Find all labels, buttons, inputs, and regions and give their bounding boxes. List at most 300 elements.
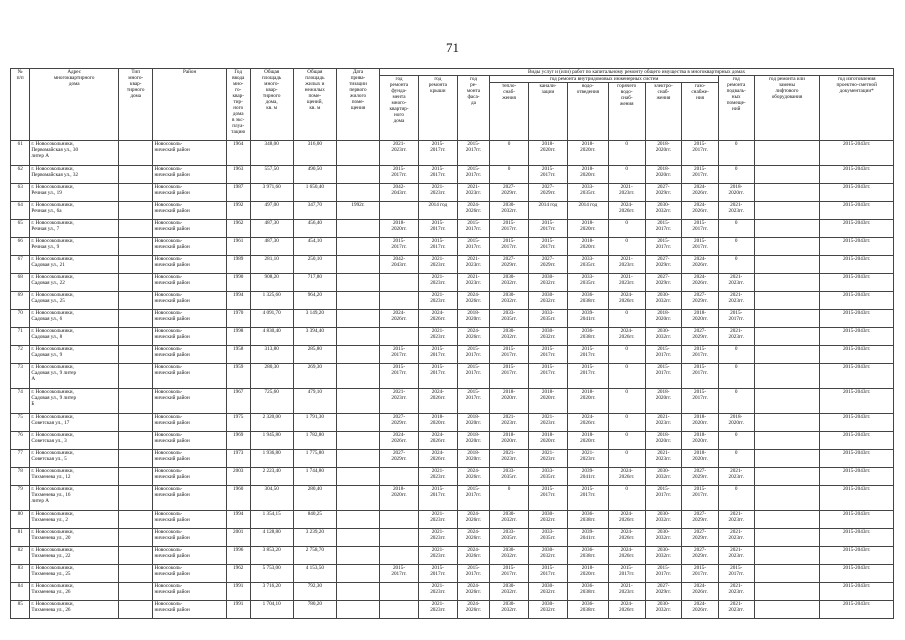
cell-work-year: 2018- 2020гг. xyxy=(567,389,608,414)
cell-address: г. Новосокольники, Советская ул., 17 xyxy=(30,414,119,432)
cell-area-total: 281,10 xyxy=(250,256,293,274)
cell-district: Новосоколь- нический район xyxy=(153,450,226,468)
cell-year: 1994 xyxy=(226,511,250,529)
cell-work-year: 2039- 2041гг. xyxy=(567,529,608,547)
cell-address: г. Новосокольники, Садовая ул., 8 xyxy=(30,328,119,346)
cell-work-year: 2015- 2017гг. xyxy=(457,389,489,414)
cell-type xyxy=(118,220,153,238)
cell-privatization xyxy=(336,389,379,414)
cell-work-year: 2015- 2017гг. xyxy=(418,238,457,256)
cell-privatization xyxy=(336,601,379,619)
cell-work-year: 0 xyxy=(608,450,645,468)
cell-work-year: 2021- 2023гг. xyxy=(608,184,645,202)
cell-district: Новосоколь- нический район xyxy=(153,565,226,583)
cell-work-year: 2021- 2023гг. xyxy=(380,141,419,166)
cell-privatization xyxy=(336,256,379,274)
table-row xyxy=(11,184,894,202)
cell-num: 73 xyxy=(11,364,30,389)
cell-work-year: 2027- 2029гг. xyxy=(645,184,682,202)
col-sewer: канали- зации xyxy=(529,83,568,141)
cell-area-living: 3 239,20 xyxy=(293,529,336,547)
cell-work-year: 2027- 2029гг. xyxy=(490,256,529,274)
cell-work-year: 2015- 2017гг. xyxy=(645,238,682,256)
cell-work-year: 2015- 2017гг. xyxy=(682,166,719,184)
cell-area-total: 313,80 xyxy=(250,346,293,364)
cell-num: 84 xyxy=(11,583,30,601)
cell-work-year: 2024- 2026гг. xyxy=(418,310,457,328)
cell-work-year: 2015- 2017гг. xyxy=(529,364,568,389)
cell-work-year xyxy=(754,450,820,468)
cell-work-year xyxy=(754,141,820,166)
cell-work-year: 2030- 2032гг. xyxy=(645,547,682,565)
cell-num: 66 xyxy=(11,238,30,256)
cell-work-year: 2021- 2023гг. xyxy=(418,274,457,292)
cell-work-year: 0 xyxy=(718,141,754,166)
cell-work-year xyxy=(754,468,820,486)
cell-type xyxy=(118,202,153,220)
cell-work-year: 2015-2043гг. xyxy=(820,184,894,202)
cell-area-total: 487,30 xyxy=(250,238,293,256)
cell-work-year: 2021- 2023гг. xyxy=(490,450,529,468)
cell-work-year: 2021- 2023гг. xyxy=(608,274,645,292)
cell-work-year: 2015- 2017гг. xyxy=(567,486,608,511)
cell-work-year: 2021- 2023гг. xyxy=(418,468,457,486)
table-row xyxy=(11,511,894,529)
cell-address: г. Новосокольники, Садовая ул., 25 xyxy=(30,292,119,310)
cell-district: Новосоколь- нический район xyxy=(153,601,226,619)
cell-type xyxy=(118,486,153,511)
cell-work-year: 2024- 2026гг. xyxy=(682,184,719,202)
cell-num: 79 xyxy=(11,486,30,511)
cell-work-year xyxy=(380,547,419,565)
cell-work-year: 0 xyxy=(718,220,754,238)
cell-work-year: 2030- 2032гг. xyxy=(490,511,529,529)
cell-work-year: 0 xyxy=(608,389,645,414)
cell-work-year: 2015-2043гг. xyxy=(820,601,894,619)
cell-work-year: 2018- 2020гг. xyxy=(567,220,608,238)
cell-privatization xyxy=(336,184,379,202)
cell-privatization xyxy=(336,565,379,583)
cell-work-year: 2015-2043гг. xyxy=(820,238,894,256)
cell-work-year: 0 xyxy=(608,414,645,432)
cell-address: г. Новосокольники, Тихменева ул., 12 xyxy=(30,468,119,486)
cell-work-year: 2030- 2032гг. xyxy=(490,583,529,601)
cell-work-year xyxy=(754,511,820,529)
cell-num: 81 xyxy=(11,529,30,547)
cell-area-total: 1 945,80 xyxy=(250,432,293,450)
cell-area-living: 454,10 xyxy=(293,238,336,256)
cell-work-year: 2014 год xyxy=(529,202,568,220)
cell-work-year: 2015- 2017гг. xyxy=(457,166,489,184)
cell-work-year: 2033- 2035гг. xyxy=(529,468,568,486)
cell-work-year: 2021- 2023гг. xyxy=(380,389,419,414)
cell-work-year: 2021- 2023гг. xyxy=(457,256,489,274)
cell-work-year: 2036- 2038гг. xyxy=(567,511,608,529)
cell-work-year: 2036- 2038гг. xyxy=(567,601,608,619)
cell-district: Новосоколь- нический район xyxy=(153,486,226,511)
cell-work-year: 2015- 2017гг. xyxy=(418,486,457,511)
cell-year: 1960 xyxy=(226,486,250,511)
cell-num: 72 xyxy=(11,346,30,364)
cell-type xyxy=(118,274,153,292)
cell-work-year: 2030- 2032гг. xyxy=(645,292,682,310)
cell-year: 1962 xyxy=(226,565,250,583)
cell-work-year xyxy=(380,468,419,486)
cell-work-year: 2015- 2017гг. xyxy=(418,346,457,364)
cell-type xyxy=(118,166,153,184)
cell-type xyxy=(118,238,153,256)
cell-address: г. Новосокольники, Тихменева ул., 26 xyxy=(30,583,119,601)
cell-work-year: 0 xyxy=(718,238,754,256)
cell-work-year: 2018- 2020гг. xyxy=(457,310,489,328)
table-row xyxy=(11,274,894,292)
cell-privatization xyxy=(336,238,379,256)
col-foundation: год ремонта фунда- мента много- квартир- ного дома xyxy=(380,76,419,141)
cell-num: 61 xyxy=(11,141,30,166)
table-row xyxy=(11,310,894,328)
cell-type xyxy=(118,414,153,432)
cell-work-year: 2015-2043гг. xyxy=(820,389,894,414)
cell-year: 1958 xyxy=(226,346,250,364)
cell-area-living: 780,20 xyxy=(293,601,336,619)
table-row xyxy=(11,468,894,486)
cell-address: г. Новосокольники, Тихменева ул., 25 xyxy=(30,565,119,583)
cell-work-year: 2021- 2023гг. xyxy=(718,202,754,220)
cell-work-year: 2015- 2017гг. xyxy=(567,364,608,389)
cell-work-year: 2021- 2023гг. xyxy=(608,256,645,274)
cell-area-living: 792,30 xyxy=(293,583,336,601)
cell-work-year: 2021- 2023гг. xyxy=(718,601,754,619)
cell-work-year: 2027- 2029гг. xyxy=(529,256,568,274)
cell-work-year: 2015- 2017гг. xyxy=(645,220,682,238)
cell-area-total: 3 853,20 xyxy=(250,547,293,565)
cell-work-year: 2027- 2029гг. xyxy=(490,184,529,202)
cell-work-year: 2030- 2032гг. xyxy=(645,511,682,529)
cell-area-total: 2 223,40 xyxy=(250,468,293,486)
cell-work-year: 2015- 2017гг. xyxy=(718,310,754,328)
table-row xyxy=(11,547,894,565)
cell-work-year: 2021- 2023гг. xyxy=(418,583,457,601)
cell-work-year xyxy=(754,529,820,547)
cell-work-year: 2015- 2017гг. xyxy=(682,346,719,364)
cell-district: Новосоколь- нический район xyxy=(153,529,226,547)
cell-work-year: 2021- 2023гг. xyxy=(418,184,457,202)
cell-work-year: 0 xyxy=(608,238,645,256)
page-number: 71 xyxy=(446,40,459,55)
cell-area-living: 4 153,50 xyxy=(293,565,336,583)
cell-num: 82 xyxy=(11,547,30,565)
cell-num: 77 xyxy=(11,450,30,468)
cell-work-year: 2030- 2032гг. xyxy=(529,328,568,346)
cell-work-year xyxy=(754,310,820,328)
cell-district: Новосоколь- нический район xyxy=(153,238,226,256)
cell-area-living: 1 744,80 xyxy=(293,468,336,486)
cell-work-year: 2030- 2032гг. xyxy=(490,601,529,619)
cell-year: 1962 xyxy=(226,220,250,238)
cell-work-year: 2015-2043гг. xyxy=(820,364,894,389)
cell-work-year: 2027- 2029гг. xyxy=(682,292,719,310)
cell-area-living: 3 394,40 xyxy=(293,328,336,346)
cell-work-year: 2027- 2029гг. xyxy=(645,274,682,292)
cell-work-year: 2015-2043гг. xyxy=(820,220,894,238)
col-hot-water: горячего водо- снаб- жения xyxy=(608,83,645,141)
cell-year: 1991 xyxy=(226,583,250,601)
table-row xyxy=(11,450,894,468)
cell-work-year: 2015-2043гг. xyxy=(820,274,894,292)
cell-work-year: 2015-2043гг. xyxy=(820,450,894,468)
table-row xyxy=(11,414,894,432)
cell-work-year: 2018- 2020гг. xyxy=(682,432,719,450)
cell-district: Новосоколь- нический район xyxy=(153,346,226,364)
cell-work-year: 2015- 2017гг. xyxy=(682,486,719,511)
cell-work-year: 2024- 2026гг. xyxy=(457,511,489,529)
cell-address: г. Новосокольники, Садовая ул., 21 xyxy=(30,256,119,274)
cell-work-year xyxy=(380,529,419,547)
table-row xyxy=(11,601,894,619)
cell-work-year: 2030- 2032гг. xyxy=(645,601,682,619)
cell-work-year: 2021- 2023гг. xyxy=(718,328,754,346)
cell-work-year xyxy=(380,601,419,619)
cell-num: 67 xyxy=(11,256,30,274)
cell-work-year: 2018- 2020гг. xyxy=(645,166,682,184)
cell-district: Новосоколь- нический район xyxy=(153,364,226,389)
cell-work-year: 2018- 2020гг. xyxy=(567,166,608,184)
cell-area-total: 5 753,00 xyxy=(250,565,293,583)
cell-work-year: 2015-2043гг. xyxy=(820,292,894,310)
cell-work-year xyxy=(754,432,820,450)
cell-work-year xyxy=(380,511,419,529)
table-row xyxy=(11,432,894,450)
cell-work-year: 2018- 2020гг. xyxy=(682,450,719,468)
cell-privatization: 1992г. xyxy=(336,202,379,220)
cell-work-year: 2021- 2023гг. xyxy=(418,547,457,565)
cell-work-year: 0 xyxy=(490,486,529,511)
cell-work-year: 2015-2043гг. xyxy=(820,565,894,583)
cell-work-year: 2015- 2017гг. xyxy=(457,238,489,256)
cell-work-year: 2015- 2017гг. xyxy=(529,238,568,256)
cell-work-year: 2024- 2026гг. xyxy=(608,468,645,486)
cell-work-year: 2015- 2017гг. xyxy=(490,238,529,256)
table-row xyxy=(11,389,894,414)
repair-schedule-table xyxy=(10,68,894,619)
col-type: Тип много- квар- тирного дома xyxy=(118,69,153,141)
col-num: № п/п xyxy=(11,69,30,141)
table-body xyxy=(11,141,894,619)
cell-work-year: 2024- 2026гг. xyxy=(418,389,457,414)
table-row xyxy=(11,328,894,346)
cell-work-year: 2015- 2017гг. xyxy=(418,166,457,184)
cell-year: 1998 xyxy=(226,328,250,346)
cell-work-year: 2024- 2026гг. xyxy=(457,468,489,486)
col-year: Год ввода мно- го- квар- тир- ного дома в экс- плуа- тацию xyxy=(226,69,250,141)
cell-work-year: 2015- 2017гг. xyxy=(457,346,489,364)
cell-work-year: 2015- 2017гг. xyxy=(682,220,719,238)
table-row xyxy=(11,292,894,310)
col-address: Адрес многоквартирного дома xyxy=(30,69,119,141)
cell-privatization xyxy=(336,529,379,547)
cell-year: 1963 xyxy=(226,166,250,184)
cell-area-total: 497,00 xyxy=(250,202,293,220)
cell-address: г. Новосокольники, Советская ул., 3 xyxy=(30,432,119,450)
cell-work-year: 2015- 2017гг. xyxy=(682,389,719,414)
cell-work-year: 2030- 2032гг. xyxy=(490,547,529,565)
cell-work-year: 0 xyxy=(608,220,645,238)
cell-work-year: 2015- 2017гг. xyxy=(645,364,682,389)
cell-work-year: 2018- 2020гг. xyxy=(645,432,682,450)
cell-work-year: 0 xyxy=(608,141,645,166)
cell-work-year: 0 xyxy=(490,166,529,184)
cell-work-year: 0 xyxy=(718,346,754,364)
cell-work-year xyxy=(754,238,820,256)
cell-work-year: 2021- 2023гг. xyxy=(529,450,568,468)
cell-num: 63 xyxy=(11,184,30,202)
cell-address: г. Новосокольники, Речная ул., 7 xyxy=(30,220,119,238)
cell-work-year xyxy=(754,565,820,583)
cell-area-living: 964,20 xyxy=(293,292,336,310)
cell-work-year: 2030- 2032гг. xyxy=(529,292,568,310)
cell-district: Новосоколь- нический район xyxy=(153,274,226,292)
cell-district: Новосоколь- нический район xyxy=(153,583,226,601)
cell-work-year: 2015- 2017гг. xyxy=(418,141,457,166)
cell-work-year: 2018- 2020гг. xyxy=(380,220,419,238)
cell-privatization xyxy=(336,414,379,432)
cell-work-year: 2021- 2023гг. xyxy=(718,511,754,529)
cell-work-year: 2024- 2026гг. xyxy=(608,511,645,529)
cell-work-year: 2021- 2023гг. xyxy=(418,511,457,529)
cell-district: Новосоколь- нический район xyxy=(153,184,226,202)
cell-year: 1975 xyxy=(226,414,250,432)
cell-work-year xyxy=(754,220,820,238)
cell-year: 1989 xyxy=(226,256,250,274)
cell-type xyxy=(118,328,153,346)
cell-area-total: 4 091,70 xyxy=(250,310,293,328)
cell-district: Новосоколь- нический район xyxy=(153,389,226,414)
table-row xyxy=(11,486,894,511)
cell-work-year xyxy=(754,184,820,202)
col-gas: газо- снабже- ния xyxy=(682,83,719,141)
cell-work-year: 2030- 2032гг. xyxy=(529,274,568,292)
cell-type xyxy=(118,256,153,274)
col-area-total: Общая площадь много- квар- тирного дома, кв. м xyxy=(250,69,293,141)
cell-year: 1991 xyxy=(226,601,250,619)
cell-work-year: 0 xyxy=(608,432,645,450)
cell-area-total: 557,50 xyxy=(250,166,293,184)
cell-district: Новосоколь- нический район xyxy=(153,511,226,529)
cell-work-year: 2021- 2023гг. xyxy=(718,529,754,547)
cell-work-year: 2027- 2029гг. xyxy=(645,583,682,601)
cell-work-year: 2027- 2029гг. xyxy=(682,511,719,529)
cell-year: 1961 xyxy=(226,238,250,256)
cell-area-living: 285,80 xyxy=(293,346,336,364)
cell-year: 1992 xyxy=(226,202,250,220)
cell-privatization xyxy=(336,486,379,511)
cell-work-year: 0 xyxy=(718,389,754,414)
cell-year: 2001 xyxy=(226,529,250,547)
table-row xyxy=(11,238,894,256)
cell-work-year: 2024- 2026гг. xyxy=(457,328,489,346)
cell-work-year: 0 xyxy=(608,486,645,511)
cell-work-year: 2018- 2020гг. xyxy=(529,389,568,414)
cell-work-year: 2018- 2020гг. xyxy=(645,389,682,414)
cell-work-year: 2030- 2032гг. xyxy=(645,529,682,547)
cell-district: Новосоколь- нический район xyxy=(153,202,226,220)
table-row xyxy=(11,364,894,389)
cell-year: 1973 xyxy=(226,450,250,468)
cell-work-year: 2021- 2023гг. xyxy=(529,414,568,432)
cell-work-year: 2033- 2035гг. xyxy=(567,256,608,274)
cell-address: г. Новосокольники, Садовая ул., 9 литер А xyxy=(30,364,119,389)
cell-year: 1970 xyxy=(226,310,250,328)
cell-work-year xyxy=(380,292,419,310)
cell-work-year: 2027- 2029гг. xyxy=(380,450,419,468)
cell-area-living: 2 758,70 xyxy=(293,547,336,565)
cell-privatization xyxy=(336,310,379,328)
col-heat: тепло- снаб- жения xyxy=(490,83,529,141)
cell-work-year: 2030- 2032гг. xyxy=(490,274,529,292)
cell-work-year: 2021- 2023гг. xyxy=(418,256,457,274)
cell-num: 70 xyxy=(11,310,30,328)
cell-type xyxy=(118,565,153,583)
cell-work-year: 2033- 2035гг. xyxy=(490,468,529,486)
table-row xyxy=(11,583,894,601)
cell-work-year: 2015- 2017гг. xyxy=(418,220,457,238)
cell-area-total: 487,30 xyxy=(250,220,293,238)
cell-work-year: 2021- 2023гг. xyxy=(457,184,489,202)
cell-work-year: 0 xyxy=(608,310,645,328)
cell-num: 74 xyxy=(11,389,30,414)
cell-work-year: 2015- 2017гг. xyxy=(457,565,489,583)
col-elevator: год ремонта или замены лифтового оборудования xyxy=(754,76,820,141)
cell-privatization xyxy=(336,364,379,389)
cell-work-year: 2033- 2035гг. xyxy=(567,184,608,202)
col-roof: год ремонта крыши xyxy=(418,76,457,141)
cell-area-living: 280,40 xyxy=(293,486,336,511)
cell-work-year: 2024- 2026гг. xyxy=(682,256,719,274)
cell-work-year: 2015- 2017гг. xyxy=(457,141,489,166)
cell-work-year: 2033- 2035гг. xyxy=(567,274,608,292)
cell-district: Новосоколь- нический район xyxy=(153,292,226,310)
cell-work-year: 2027- 2029гг. xyxy=(529,184,568,202)
cell-work-year: 2021- 2023гг. xyxy=(418,292,457,310)
cell-work-year: 0 xyxy=(608,364,645,389)
cell-num: 62 xyxy=(11,166,30,184)
cell-work-year: 2024- 2026гг. xyxy=(380,432,419,450)
cell-work-year: 2024- 2026гг. xyxy=(418,450,457,468)
cell-work-year: 2015- 2017гг. xyxy=(529,220,568,238)
cell-type xyxy=(118,141,153,166)
cell-type xyxy=(118,184,153,202)
cell-work-year xyxy=(754,346,820,364)
cell-work-year xyxy=(754,274,820,292)
cell-work-year: 2015-2043гг. xyxy=(820,346,894,364)
col-drain: водо- отведения xyxy=(567,83,608,141)
table-row xyxy=(11,166,894,184)
col-privatization: Дата прива- тизации первого жилого поме- щения xyxy=(336,69,379,141)
cell-work-year: 2036- 2038гг. xyxy=(567,292,608,310)
cell-work-year: 2018- 2020гг. xyxy=(682,310,719,328)
cell-work-year: 2015-2043гг. xyxy=(820,256,894,274)
cell-work-year: 2015- 2017гг. xyxy=(380,565,419,583)
cell-privatization xyxy=(336,346,379,364)
cell-area-total: 348,00 xyxy=(250,141,293,166)
cell-work-year: 2021- 2023гг. xyxy=(718,468,754,486)
cell-work-year: 0 xyxy=(718,256,754,274)
cell-district: Новосоколь- нический район xyxy=(153,220,226,238)
cell-privatization xyxy=(336,468,379,486)
cell-num: 71 xyxy=(11,328,30,346)
cell-work-year: 2030- 2032гг. xyxy=(529,511,568,529)
cell-work-year: 2018- 2020гг. xyxy=(718,184,754,202)
